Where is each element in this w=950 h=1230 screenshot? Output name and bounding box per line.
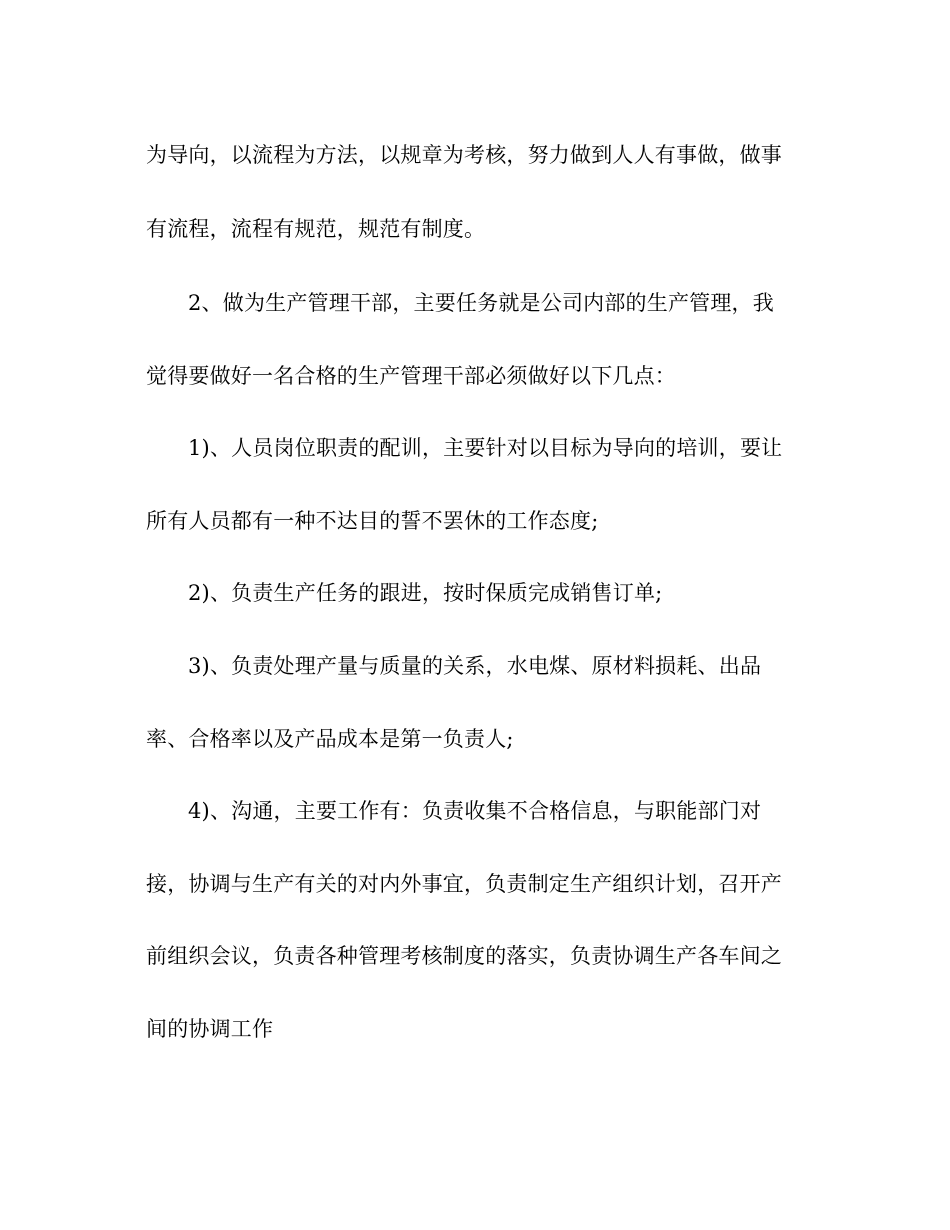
paragraph-line: 接，协调与生产有关的对内外事宜，负责制定生产组织计划，召开产	[146, 872, 782, 896]
list-item: 1)、人员岗位职责的配训，主要针对以目标为导向的培训，要让	[188, 436, 783, 460]
paragraph-line: 有流程，流程有规范，规范有制度。	[146, 217, 486, 241]
list-item: 3)、负责处理产量与质量的关系，水电煤、原材料损耗、出品	[188, 654, 762, 678]
paragraph-line: 率、合格率以及产品成本是第一负责人;	[146, 727, 514, 751]
paragraph-line: 觉得要做好一名合格的生产管理干部必须做好以下几点：	[146, 364, 676, 388]
paragraph-line: 2、做为生产管理干部，主要任务就是公司内部的生产管理，我	[188, 291, 774, 315]
list-item: 4)、沟通，主要工作有：负责收集不合格信息，与职能部门对	[188, 799, 762, 823]
paragraph-line: 前组织会议，负责各种管理考核制度的落实，负责协调生产各车间之	[146, 944, 782, 968]
paragraph-line: 间的协调工作	[146, 1017, 274, 1041]
list-item: 2)、负责生产任务的跟进，按时保质完成销售订单;	[188, 581, 663, 605]
paragraph-line: 为导向，以流程为方法，以规章为考核，努力做到人人有事做，做事	[146, 143, 782, 167]
paragraph-line: 所有人员都有一种不达目的誓不罢休的工作态度;	[146, 509, 599, 533]
